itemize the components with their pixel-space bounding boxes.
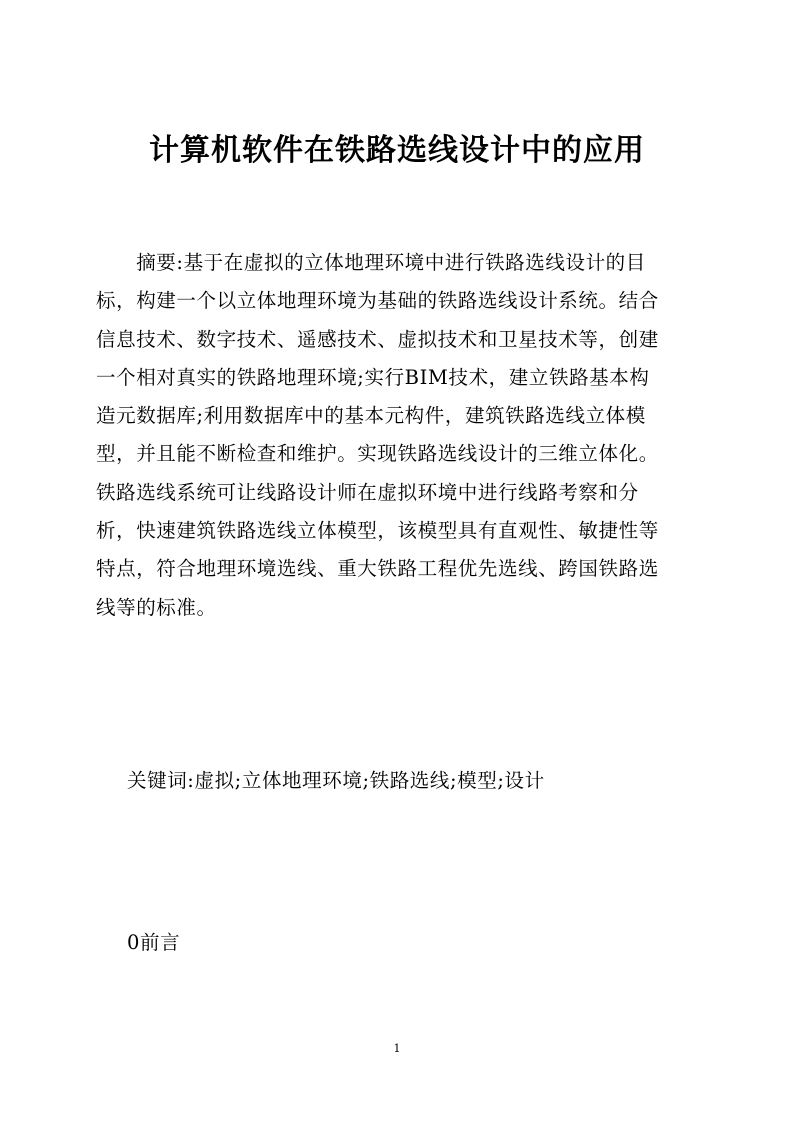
abstract-line: 型，并且能不断检查和维护。实现铁路选线设计的三维立体化。 (96, 442, 659, 466)
abstract-line: 标，构建一个以立体地理环境为基础的铁路选线设计系统。结合 (96, 289, 659, 313)
section-heading: 0前言 (127, 931, 181, 954)
keywords: 关键词:虚拟;立体地理环境;铁路选线;模型;设计 (127, 769, 545, 792)
abstract-line: 一个相对真实的铁路地理环境;实行BIM技术，建立铁路基本构 (96, 365, 650, 389)
abstract-line: 析，快速建筑铁路选线立体模型，该模型具有直观性、敏捷性等 (96, 519, 659, 543)
abstract-line: 摘要:基于在虚拟的立体地理环境中进行铁路选线设计的目 (96, 251, 646, 274)
abstract (96, 244, 706, 627)
abstract-line: 铁路选线系统可让线路设计师在虚拟环境中进行线路考察和分 (96, 480, 639, 504)
abstract-line: 线等的标准。 (96, 595, 217, 619)
abstract-line: 信息技术、数字技术、遥感技术、虚拟技术和卫星技术等，创建 (96, 327, 659, 351)
abstract-line: 特点，符合地理环境选线、重大铁路工程优先选线、跨国铁路选 (96, 557, 659, 581)
document-title: 计算机软件在铁路选线设计中的应用 (149, 133, 645, 168)
abstract-line: 造元数据库;利用数据库中的基本元构件，建筑铁路选线立体模 (96, 404, 646, 428)
page-number: 1 (393, 1042, 401, 1055)
